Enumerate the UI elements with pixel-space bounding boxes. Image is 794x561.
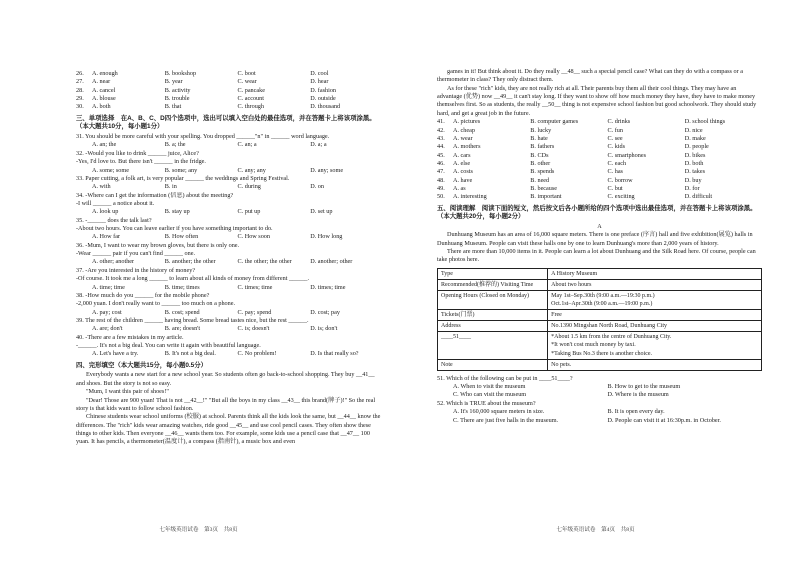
option-c: C. exciting [607, 193, 635, 201]
question-text: 33. Paper cutting, a folk art, is very popular ______ the weddings and Spring Festival. [76, 174, 290, 182]
question [76, 150, 383, 175]
option-row [437, 118, 762, 126]
question-options [437, 417, 762, 425]
table-row [438, 291, 762, 310]
table-key: Address [438, 321, 548, 332]
question-number: 27. [76, 78, 84, 86]
cloze-paragraph: "Dear! Those are 900 yuan! That is not __42__!" "But all the boys in my class __43__ this brand(牌子)!" So the real story is that kids want to follow school fashion. [76, 396, 376, 412]
option-d: D. hear [310, 78, 329, 86]
option-c: C. but [607, 185, 623, 193]
option-c: C. the other; the other [237, 258, 292, 266]
option-c: C. borrow [607, 176, 633, 184]
option-c: C. Who can visit the museum [453, 391, 527, 399]
option-row [76, 103, 383, 111]
option-c: C. an; a [237, 141, 257, 149]
question-text: 31. You should be more careful with your spelling. You dropped ______"n" in ______ word language. [76, 133, 330, 141]
option-row [76, 70, 383, 78]
question-text: -About two hours. You can leave earlier if you have something important to do. [76, 225, 273, 233]
option-a: A. pictures [453, 118, 481, 126]
cloze-paragraph: Everybody wants a new start for a new school year. So students often go back-to-school shopping. They buy __41__ and shoes. But the story is not so easy. [76, 371, 375, 387]
option-d: D. How long [310, 233, 343, 241]
option-c: C. There are just five halls in the museum. [453, 416, 559, 424]
question [76, 192, 383, 217]
option-d: D. a; a [310, 141, 327, 149]
option-d: D. people [684, 143, 709, 151]
option-a: A. blouse [92, 95, 116, 103]
single-choice-questions [76, 133, 383, 359]
option-a: A. enough [92, 70, 118, 77]
option-a: A. some; some [92, 166, 129, 174]
option-a: A. When to visit the museum [453, 383, 526, 391]
question-options [437, 391, 762, 399]
option-a: A. both [92, 103, 111, 111]
option-d: D. another; other [310, 258, 353, 266]
question-text: 40. -There are a few mistakes in my article. [76, 333, 184, 341]
question-number: 47. [437, 168, 445, 176]
option-b: B. lucky [530, 126, 552, 134]
option-d: D. difficult [684, 193, 713, 201]
cloze-paragraph: As for these "rich" kids, they are not really rich at all. Their parents buy them all their cool things. They may have an advantage (优势) now __49__ it can't stay long. If they want to show off how much money they have, they have to make money themselves first. So as students, the really __50__ thing is not expensive school fashion but good schoolwork. They should study hard, and get a great job in the future. [437, 84, 757, 117]
option-a: A. wear [453, 134, 473, 142]
option-row [437, 152, 762, 160]
option-b: B. It is open every day. [607, 408, 665, 416]
table-key: Recommended(推荐的) Visiting Time [438, 279, 548, 290]
option-d: D. cool [310, 70, 329, 77]
cloze-paragraph: games in it! But think about it. Do they really __48__ such a special pencil case? What can they do with a compass or a thermometer in class? They only distract them. [437, 68, 743, 84]
option-d: D. Where is the museum [607, 391, 669, 399]
option-b: B. other [530, 159, 551, 167]
question-text: 37. -Are you interested in the history of money? [76, 266, 196, 274]
table-key: Type [438, 268, 548, 279]
option-b: B. fathers [530, 143, 555, 151]
question [437, 375, 762, 400]
table-key: Note [438, 359, 548, 370]
option-a: A. cheap [453, 126, 475, 134]
question-text: 52. Which is TRUE about the museum? [437, 399, 536, 407]
option-b: B. need [530, 176, 550, 184]
question-text: 32. -Would you like to drink ______ juice, Alice? [76, 149, 199, 157]
question-number: 49. [437, 185, 445, 193]
question-options [437, 383, 762, 391]
option-row [437, 168, 762, 176]
option-c: C. How soon [237, 233, 270, 241]
reading-questions [437, 375, 762, 425]
question-text: 35. -______ does the talk last? [76, 216, 152, 224]
option-b: B. trouble [164, 95, 190, 103]
reading-passage [437, 231, 762, 264]
option-b: B. a; the [164, 141, 186, 149]
option-a: A. have [453, 176, 473, 184]
question-text: -Of course. It took me a long ______ to learn about all kinds of money from different ______. [76, 275, 310, 283]
option-b: B. computer games [530, 118, 579, 126]
option-d: D. any; some [310, 166, 344, 174]
option-d: D. both [684, 159, 704, 167]
option-b: B. some; any [164, 166, 198, 174]
question [76, 217, 383, 242]
option-b: B. because [530, 185, 558, 193]
option-row [76, 87, 383, 95]
cloze-passage-continued [437, 68, 762, 118]
option-b: B. hate [530, 134, 548, 142]
passage-paragraph: There are more than 10,000 items in it. People can learn a lot about Dunhuang and the Silk Road here. Of course, people can take photos here. [437, 248, 756, 264]
option-b: B. It's not a big deal. [164, 350, 216, 358]
question-text: 34. -Where can I get the information (信息) about the meeting? [76, 191, 234, 199]
question-options [76, 350, 383, 358]
table-key: ____51____ [438, 332, 548, 359]
passage-paragraph: Dunhuang Museum has an area of 16,000 square meters. There is one preface (序言) hall and five exhibition(展览) halls in Dunhuang Museum. People can visit these halls one by one to learn Dunhuang's more than 2,000 years of history. [437, 231, 753, 247]
option-a: A. are; don't [92, 325, 123, 333]
cloze-paragraph: "Mum, I want this pair of shoes!" [86, 388, 169, 396]
option-d: D. on [310, 183, 324, 191]
question-text: -Wear ______ pair if you can't find ______ one. [76, 250, 196, 258]
question [76, 317, 383, 334]
option-c: C. any; any [237, 166, 266, 174]
option-a: A. cars [453, 151, 471, 159]
option-c: C. see [607, 134, 623, 142]
option-a: A. pay; cost [92, 308, 122, 316]
question [76, 133, 383, 150]
question-text: -______. It's not a big deal. You can write it again with beautiful language. [76, 342, 261, 350]
option-b: B. in [164, 183, 177, 191]
option-row [437, 127, 762, 135]
question-number: 28. [76, 86, 84, 94]
option-d: D. nice [684, 126, 703, 134]
question-number: 41. [437, 118, 445, 126]
option-c: C. through [237, 103, 264, 111]
table-row [438, 321, 762, 332]
option-c: C. pay; spend [237, 308, 272, 316]
option-a: A. cancel [92, 86, 116, 94]
question-number: 48. [437, 176, 445, 184]
question-text: 39. The rest of the children ______ having bread. Some bread tastes nice, but the rest ______. [76, 316, 309, 324]
question-number: 29. [76, 95, 84, 103]
option-c: C. has [607, 168, 623, 176]
option-d: D. thousand [310, 103, 341, 111]
table-row [438, 279, 762, 290]
option-b: B. another; the other [164, 258, 216, 266]
option-c: C. put up [237, 208, 261, 216]
page-footer: 七年级英语试卷 第3页 共8页 [159, 527, 238, 534]
option-c: C. kids [607, 143, 626, 151]
option-d: D. People can visit it at 16:30p.m. in October. [607, 416, 721, 424]
question-number: 50. [437, 193, 445, 201]
question-number: 46. [437, 159, 445, 167]
option-d: D. set up [310, 208, 333, 216]
passage-label: A [597, 223, 602, 231]
cloze-options [437, 118, 762, 202]
option-row [437, 177, 762, 185]
question-text: -Yes, I'd love to. But there isn't ______ in the fridge. [76, 158, 206, 166]
option-c: C. each [607, 159, 627, 167]
option-row [437, 160, 762, 168]
option-b: B. activity [164, 86, 191, 94]
table-value: About two hours [548, 279, 762, 290]
question-options [76, 208, 383, 216]
question [76, 292, 383, 317]
vocab-options [76, 70, 383, 112]
option-c: C. fun [607, 126, 623, 134]
right-page [397, 0, 794, 561]
question-options [76, 233, 383, 241]
museum-info-table [437, 268, 762, 371]
option-row [437, 185, 762, 193]
table-value: No pets. [548, 359, 762, 370]
option-d: D. cost; pay [310, 308, 340, 316]
question [76, 267, 383, 292]
option-c: C. times; time [237, 283, 273, 291]
question-options [76, 325, 383, 333]
question-number: 44. [437, 143, 445, 151]
option-a: A. Let's have a try. [92, 350, 139, 358]
question-number: 45. [437, 151, 445, 159]
option-row [437, 193, 762, 201]
option-a: A. other; another [92, 258, 135, 266]
option-a: A. look up [92, 208, 119, 216]
table-row [438, 359, 762, 370]
question-text: 51. Which of the following can be put in ____51____? [437, 374, 573, 382]
option-b: B. are; doesn't [164, 325, 201, 333]
option-b: B. bookshop [164, 70, 197, 77]
question [76, 242, 383, 267]
section3-title: 三、单项选择 在A、B、C、D四个选项中，选出可以填入空白处的最佳选项，并在答题卡上将该项涂黑。（本大题共10分，每小题1分） [76, 114, 376, 131]
option-row [76, 95, 383, 103]
option-c: C. boot [237, 70, 256, 77]
table-key: Tickets(门票) [438, 310, 548, 321]
option-a: A. It's 160,000 square meters in size. [453, 408, 545, 416]
question-options [76, 258, 383, 266]
option-b: B. that [164, 103, 182, 111]
option-c: C. is; doesn't [237, 325, 270, 333]
option-a: A. else [453, 159, 471, 167]
option-a: A. near [92, 78, 111, 86]
option-b: B. How to get to the museum [607, 383, 681, 391]
table-value: No.1390 Mingshan North Road, Dunhuang City [548, 321, 762, 332]
question-options [76, 141, 383, 149]
table-value: A History Museum [548, 268, 762, 279]
table-value: *About 1.5 km from the centre of Dunhuang City. *It won't cost much money by taxi. *Taking Bus No.3 there is another choice. [548, 332, 762, 359]
question-options [76, 167, 383, 175]
question-options [437, 408, 762, 416]
option-c: C. wear [237, 78, 257, 86]
table-row [438, 268, 762, 279]
option-d: D. for [684, 185, 700, 193]
option-d: D. is; don't [310, 325, 338, 333]
option-d: D. outside [310, 95, 336, 103]
cloze-paragraph: Chinese students wear school uniforms (校服) at school. Parents think all the kids look the same, but __44__ know the differences. The "rich" kids wear amazing watches, ride good __45__ and use cool pencil cases. They often show these things to other kids. Then everyone __46__ wants them too. For example, some kids use a pencil case that __47__ 100 yuan. It has pencils, a thermometer(温度计), a compass (指南针), a music box and even [76, 413, 381, 446]
option-d: D. buy [684, 176, 702, 184]
table-value: May 1st–Sep.30th (9:00 a.m.—19:30 p.m.) Oct.1st–Apr.30th (9:00 a.m.—19:00 p.m.) [548, 291, 762, 310]
cloze-passage [76, 371, 383, 446]
option-b: B. year [164, 78, 183, 86]
option-b: B. time; times [164, 283, 200, 291]
option-a: A. How far [92, 233, 121, 241]
option-c: C. during [237, 183, 261, 191]
option-c: C. pancake [237, 86, 265, 94]
question-number: 43. [437, 134, 445, 142]
option-b: B. stay up [164, 208, 190, 216]
option-d: D. make [684, 134, 706, 142]
option-b: B. cost; spend [164, 308, 200, 316]
option-b: B. How often [164, 233, 199, 241]
section4-title: 四、完形填空（本大题共15分，每小题0.5分） [76, 361, 208, 369]
question [76, 175, 383, 192]
option-row [76, 78, 383, 86]
option-d: D. Is that really so? [310, 350, 359, 358]
question [437, 400, 762, 425]
table-key: Opening Hours (Closed on Monday) [438, 291, 548, 310]
page-footer: 七年级英语试卷 第4页 共8页 [556, 527, 635, 534]
option-d: D. school things [684, 118, 726, 126]
question-text: -I will ______ a notice about it. [76, 199, 155, 207]
option-d: D. fashion [310, 86, 337, 94]
question-text: -2,000 yuan. I don't really want to ______ too much on a phone. [76, 300, 236, 308]
question [76, 334, 383, 359]
question-options [76, 284, 383, 292]
option-d: D. bikes [684, 151, 706, 159]
table-value: Free [548, 310, 762, 321]
option-a: A. as [453, 185, 466, 193]
table-row [438, 332, 762, 359]
option-c: C. account [237, 95, 264, 103]
option-a: A. with [92, 183, 111, 191]
option-c: C. drinks [607, 118, 631, 126]
question-text: 36. -Mum, I want to wear my brown gloves, but there is only one. [76, 241, 240, 249]
option-c: C. No problem! [237, 350, 277, 358]
question-number: 30. [76, 103, 84, 111]
option-c: C. smartphones [607, 151, 646, 159]
option-b: B. important [530, 193, 562, 201]
question-number: 42. [437, 126, 445, 134]
option-a: A. mothers [453, 143, 481, 151]
option-a: A. time; time [92, 283, 125, 291]
option-b: B. spends [530, 168, 555, 176]
question-options [76, 309, 383, 317]
section5-title: 五、阅读理解 阅读下面的短文，然后按文后各小题所给的四个选项中选出最佳选项，并在答题卡上将该项涂黑。（本大题共20分，每小题2分） [437, 204, 757, 221]
question-number: 26. [76, 70, 84, 77]
question-options [76, 183, 383, 191]
option-a: A. interesting [453, 193, 487, 201]
option-d: D. takes [684, 168, 706, 176]
option-a: A. costs [453, 168, 473, 176]
option-b: B. CDs [530, 151, 549, 159]
option-d: D. times; time [310, 283, 346, 291]
question-text: 38. -How much do you ______ for the mobile phone? [76, 291, 210, 299]
option-a: A. an; the [92, 141, 117, 149]
option-row [437, 135, 762, 143]
table-row [438, 310, 762, 321]
option-row [437, 143, 762, 151]
